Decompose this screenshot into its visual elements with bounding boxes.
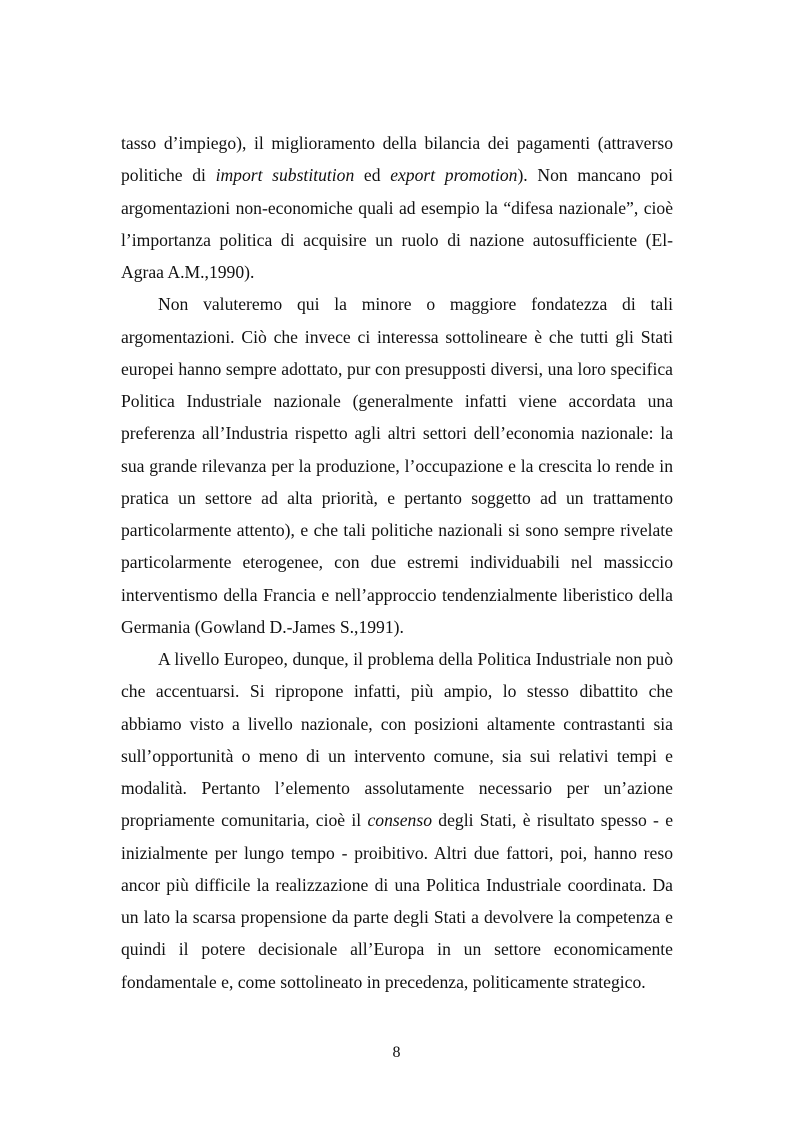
italic-term-consenso: consenso <box>367 810 432 831</box>
italic-term-import-substitution: import substitution <box>215 165 355 186</box>
body-text <box>121 127 673 998</box>
paragraph-3-text-a: A livello Europeo, dunque, il problema della Politica Industriale non può che accentuarsi. Si ripropone infatti, più ampio, lo stesso dibattito che abbiamo visto a livello nazionale, con posizioni altamente contrastanti sia sull’opportunità o meno di un intervento comune, sia sui relativi tempi e modalità. Pertanto l’elemento assolutamente necessario per un’azione propriamente comunitaria, cioè il <box>121 649 673 831</box>
paragraph-3 <box>121 643 673 998</box>
paragraph-2: Non valuteremo qui la minore o maggiore fondatezza di tali argomentazioni. Ciò che invece ci interessa sottolineare è che tutti gli Stati europei hanno sempre adottato, pur con presupposti diversi, una loro specifica Politica Industriale nazionale (generalmente infatti viene accordata una preferenza all’Industria rispetto agli altri settori dell’economia nazionale: la sua grande rilevanza per la produzione, l’occupazione e la crescita lo rende in pratica un settore ad alta priorità, e pertanto soggetto ad un trattamento particolarmente attento), e che tali politiche nazionali si sono sempre rivelate particolarmente eterogenee, con due estremi individuabili nel massiccio interventismo della Francia e nell’approccio tendenzialmente liberistico della Germania (Gowland D.-James S.,1991). <box>121 294 673 637</box>
page-number: 8 <box>392 1044 401 1061</box>
paragraph-1-text-b: ed <box>354 165 391 186</box>
paragraph-3-text-b: degli Stati, è risultato spesso - e inizialmente per lungo tempo - proibitivo. Altri due fattori, poi, hanno reso ancor più difficile la realizzazione di una Politica Industriale coordinata. Da un lato la scarsa propensione da parte degli Stati a devolvere la competenza e quindi il potere decisionale all’Europa in un settore economicamente fondamentale e, come sottolineato in precedenza, politicamente strategico. <box>121 810 673 992</box>
paragraph-1-text-a: tasso d’impiego), il miglioramento della bilancia dei pagamenti (attraverso politiche di <box>121 133 673 186</box>
paragraph-1 <box>121 127 673 288</box>
italic-term-export-promotion: export promotion <box>390 165 518 186</box>
paragraph-1-text-c: ). Non mancano poi argomentazioni non-economiche quali ad esempio la “difesa nazionale”, cioè l’importanza politica di acquisire un ruolo di nazione autosufficiente (El-Agraa A.M.,1990). <box>121 165 673 282</box>
